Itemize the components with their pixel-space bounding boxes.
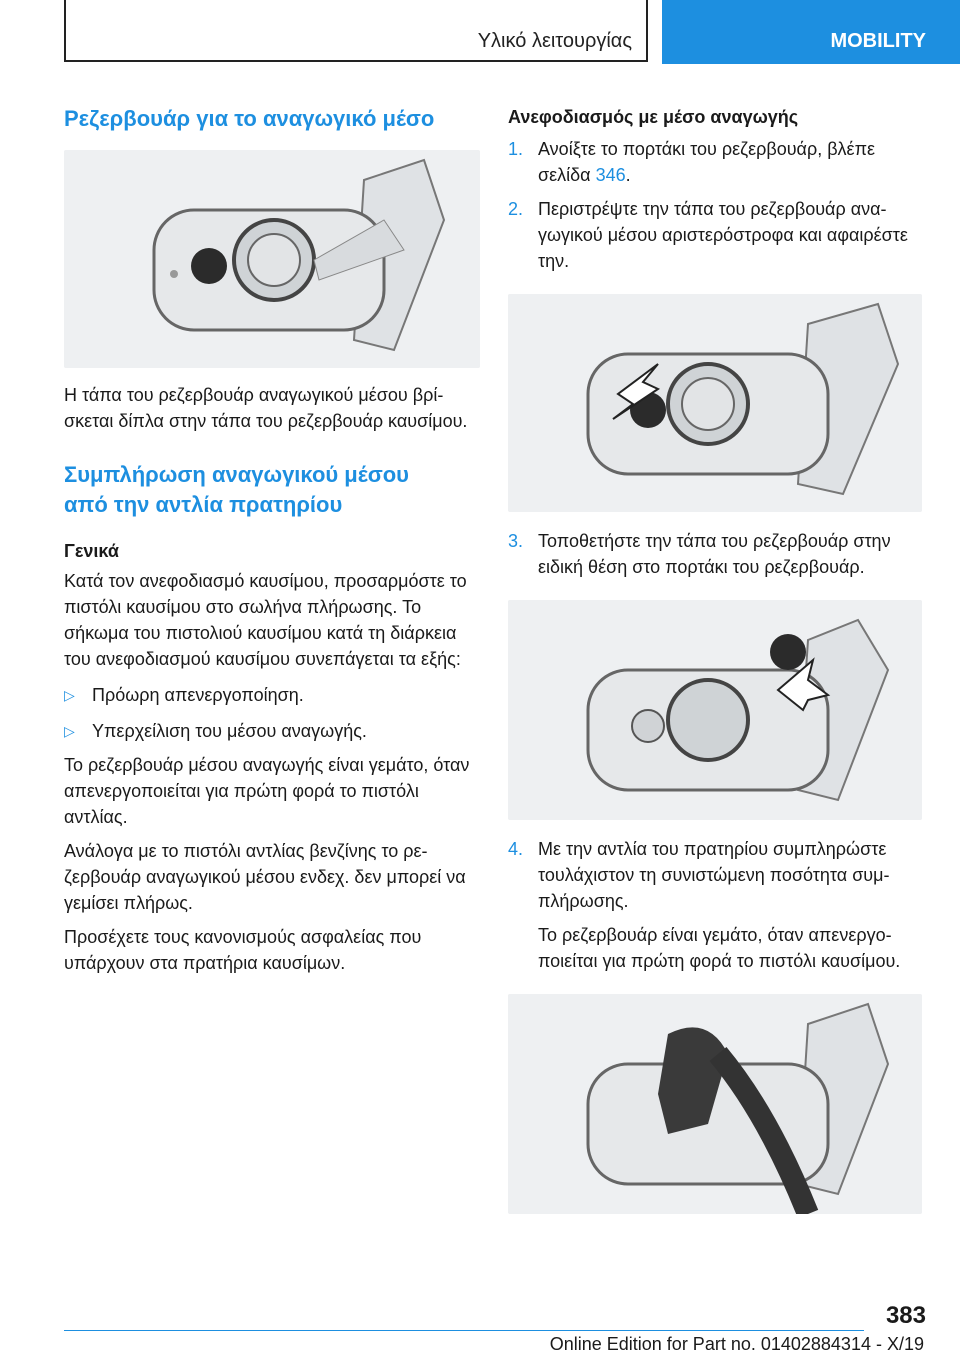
footer-divider	[64, 1330, 864, 1331]
tab-label: MOBILITY	[830, 30, 926, 52]
triangle-bullet-icon: ▷	[64, 687, 75, 703]
subheading-general: Γενικά	[64, 541, 119, 561]
paragraph-pump-dependency: Ανάλογα με το πιστόλι αντλίας βενζίνης το ρεζερβουάρ αναγωγικού μέσου ενδεχ. δεν μπορεί να γεμίσει πλήρως.	[64, 841, 466, 913]
section-title: Υλικό λειτουργίας	[477, 30, 632, 52]
paragraph-safety: Προσέχετε τους κανονισμούς ασφαλείας που υπάρχουν στα πρατήρια καυσίμων.	[64, 927, 422, 973]
figure-pump-nozzle	[508, 994, 922, 1214]
step-4: 4. Με την αντλία του πρατηρίου συμπληρώστε τουλάχιστον τη συνιστώμενη ποσότητα συμπλήρωσης.	[508, 836, 928, 914]
section-heading-reductant-tank: Ρεζερβουάρ για το αναγωγικό μέσο	[64, 106, 435, 131]
figure-tank-cap	[64, 150, 480, 368]
figure-store-cap	[508, 600, 922, 820]
heading-line-1: Συμπλήρωση αναγωγικού μέσου	[64, 462, 409, 487]
section-heading-fill-from-pump	[64, 460, 482, 520]
paragraph-cap-location: Η τάπα του ρεζερβουάρ αναγωγικού μέσου βρίσκεται δίπλα στην τάπα του ρεζερβουάρ καυσίμου.	[64, 385, 468, 431]
step-number: 2.	[508, 199, 524, 219]
mobility-tab[interactable]	[662, 0, 960, 64]
step-2: 2. Περιστρέψτε την τάπα του ρεζερβουάρ αναγωγικού μέσου αριστερόστροφα και αφαιρέστε την.	[508, 196, 928, 274]
step-number: 3.	[508, 531, 524, 551]
left-column	[64, 104, 482, 976]
heading-line-2: από την αντλία πρατηρίου	[64, 492, 343, 517]
triangle-bullet-icon: ▷	[64, 723, 75, 739]
page-number: 383	[885, 1302, 926, 1329]
step-number: 4.	[508, 839, 524, 859]
bullet-item: ▷ Πρόωρη απενεργοποίηση.	[64, 682, 482, 708]
right-column	[508, 104, 928, 1214]
paragraph-tank-full: Το ρεζερβουάρ μέσου αναγωγής είναι γεμάτο, όταν απενεργοποιείται για πρώτη φορά το πιστόλι αντλίας.	[64, 755, 470, 827]
bullet-item: ▷ Υπερχείλιση του μέσου αναγωγής.	[64, 718, 482, 744]
footer-edition: Online Edition for Part no. 01402884314 - X/19	[549, 1334, 924, 1354]
header-frame	[64, 0, 648, 62]
step-3: 3. Τοποθετήστε την τάπα του ρεζερβουάρ στην ειδική θέση στο πορτάκι του ρεζερβουάρ.	[508, 528, 928, 580]
figure-remove-cap	[508, 294, 922, 512]
page-link[interactable]: 346	[595, 165, 626, 185]
step-4-note: Το ρεζερβουάρ είναι γεμάτο, όταν απενεργοποιείται για πρώτη φορά το πιστόλι καυσίμου.	[538, 925, 901, 971]
subheading-refuelling: Ανεφοδιασμός με μέσο αναγωγής	[508, 107, 799, 127]
paragraph-general: Κατά τον ανεφοδιασμό καυσίμου, προσαρμόστε το πιστόλι καυσίμου στο σωλήνα πλήρωσης. Το σήκωμα του πιστολιού καυσίμου κατά τη διάρκεια του ανεφοδιασμού καυσίμου συνεπάγεται τα εξής:	[64, 571, 467, 669]
step-number: 1.	[508, 139, 524, 159]
step-1: 1. Ανοίξτε το πορτάκι του ρεζερβουάρ, βλέπε σελίδα 346.	[508, 136, 928, 188]
